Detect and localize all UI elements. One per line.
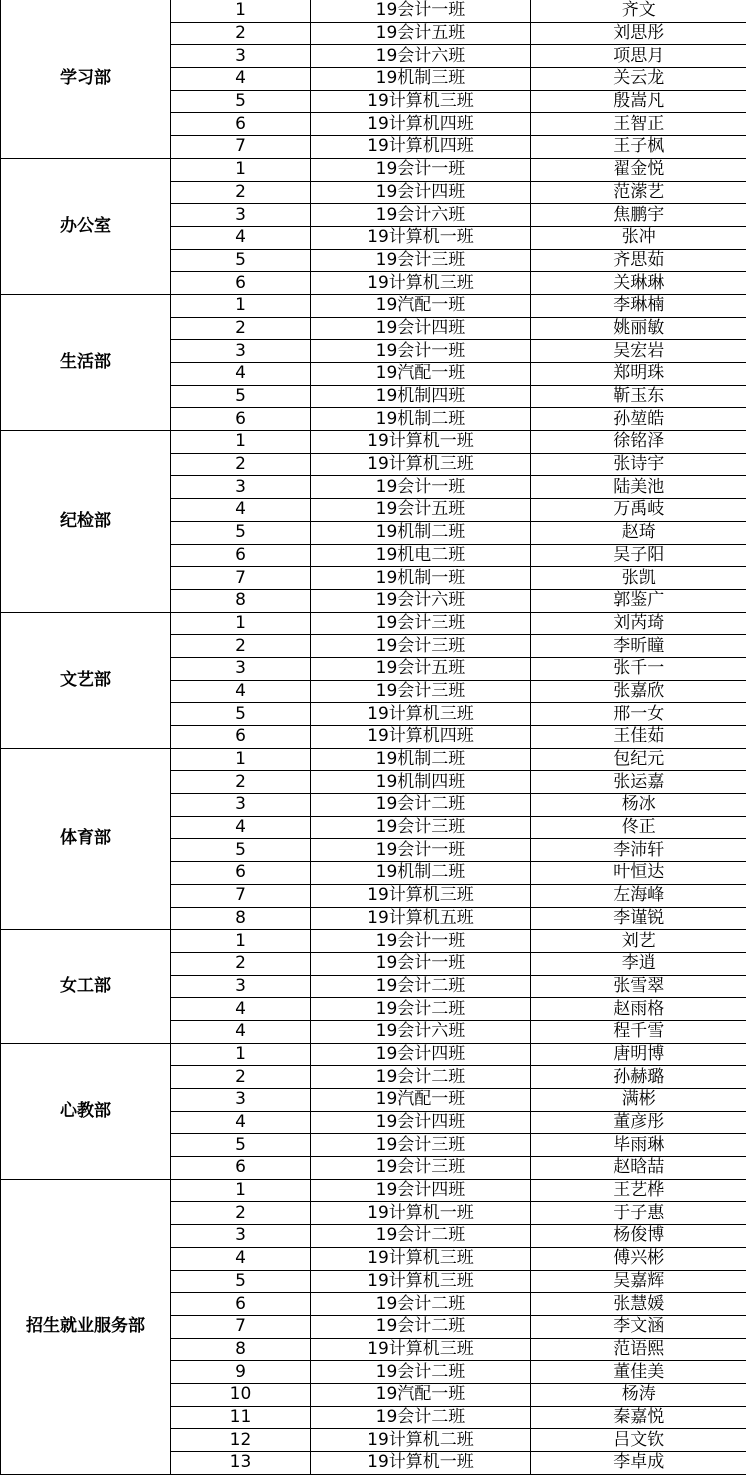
member-number: 7	[171, 1315, 311, 1338]
member-name: 靳玉东	[531, 385, 746, 408]
member-number: 12	[171, 1429, 311, 1452]
member-number: 2	[171, 771, 311, 794]
member-number: 5	[171, 839, 311, 862]
member-name: 张运嘉	[531, 771, 746, 794]
member-number: 13	[171, 1452, 311, 1475]
member-class: 19会计二班	[311, 1406, 531, 1429]
member-class: 19会计六班	[311, 1020, 531, 1043]
member-number: 1	[171, 1179, 311, 1202]
table-row	[1, 158, 746, 181]
table-row	[1, 930, 746, 953]
member-number: 3	[171, 1089, 311, 1112]
member-number: 5	[171, 385, 311, 408]
member-name: 赵晗喆	[531, 1157, 746, 1180]
member-number: 2	[171, 952, 311, 975]
member-number: 5	[171, 703, 311, 726]
member-number: 2	[171, 317, 311, 340]
member-number: 6	[171, 1293, 311, 1316]
member-name: 杨冰	[531, 794, 746, 817]
member-name: 董彦彤	[531, 1111, 746, 1134]
member-number: 5	[171, 1134, 311, 1157]
member-class: 19计算机一班	[311, 431, 531, 454]
member-name: 刘思彤	[531, 22, 746, 45]
member-class: 19会计二班	[311, 975, 531, 998]
member-name: 董佳美	[531, 1361, 746, 1384]
member-name: 徐铭泽	[531, 431, 746, 454]
table-row	[1, 1043, 746, 1066]
member-class: 19会计一班	[311, 930, 531, 953]
member-class: 19会计三班	[311, 680, 531, 703]
member-class: 19机制二班	[311, 408, 531, 431]
member-name: 满彬	[531, 1089, 746, 1112]
member-number: 8	[171, 1338, 311, 1361]
member-class: 19计算机五班	[311, 907, 531, 930]
member-class: 19机制四班	[311, 385, 531, 408]
member-name: 郑明珠	[531, 363, 746, 386]
member-name: 佟正	[531, 816, 746, 839]
member-class: 19会计四班	[311, 317, 531, 340]
member-name: 李沛轩	[531, 839, 746, 862]
member-number: 2	[171, 453, 311, 476]
member-name: 焦鹏宇	[531, 204, 746, 227]
member-name: 包纪元	[531, 748, 746, 771]
member-name: 关云龙	[531, 68, 746, 91]
member-class: 19机制二班	[311, 521, 531, 544]
member-number: 4	[171, 1111, 311, 1134]
member-name: 杨涛	[531, 1383, 746, 1406]
member-class: 19会计一班	[311, 839, 531, 862]
member-class: 19计算机一班	[311, 1452, 531, 1475]
member-number: 4	[171, 363, 311, 386]
member-class: 19会计三班	[311, 1134, 531, 1157]
member-name: 傅兴彬	[531, 1247, 746, 1270]
member-class: 19会计一班	[311, 0, 531, 22]
member-name: 郭鉴广	[531, 589, 746, 612]
member-class: 19计算机三班	[311, 1247, 531, 1270]
member-name: 李谨锐	[531, 907, 746, 930]
member-number: 1	[171, 158, 311, 181]
table-row	[1, 431, 746, 454]
member-class: 19会计三班	[311, 635, 531, 658]
member-number: 5	[171, 521, 311, 544]
member-name: 赵琦	[531, 521, 746, 544]
member-number: 3	[171, 45, 311, 68]
member-class: 19会计一班	[311, 476, 531, 499]
member-name: 张冲	[531, 226, 746, 249]
department-name: 学习部	[1, 0, 171, 158]
table-row	[1, 612, 746, 635]
member-class: 19会计六班	[311, 589, 531, 612]
member-name: 左海峰	[531, 884, 746, 907]
member-class: 19计算机四班	[311, 136, 531, 159]
member-class: 19汽配一班	[311, 1383, 531, 1406]
department-name: 招生就业服务部	[1, 1179, 171, 1474]
member-class: 19会计二班	[311, 1315, 531, 1338]
member-name: 刘芮琦	[531, 612, 746, 635]
member-number: 3	[171, 794, 311, 817]
member-name: 李琳楠	[531, 294, 746, 317]
table-row	[1, 1179, 746, 1202]
department-name: 体育部	[1, 748, 171, 930]
department-name: 心教部	[1, 1043, 171, 1179]
member-name: 齐文	[531, 0, 746, 22]
member-name: 唐明博	[531, 1043, 746, 1066]
member-class: 19会计二班	[311, 1225, 531, 1248]
member-name: 程千雪	[531, 1020, 746, 1043]
member-name: 王佳茹	[531, 726, 746, 749]
member-class: 19计算机四班	[311, 113, 531, 136]
member-class: 19会计四班	[311, 181, 531, 204]
member-number: 7	[171, 884, 311, 907]
member-name: 范语熙	[531, 1338, 746, 1361]
member-class: 19会计二班	[311, 998, 531, 1021]
member-name: 邢一女	[531, 703, 746, 726]
member-number: 1	[171, 612, 311, 635]
member-class: 19计算机三班	[311, 453, 531, 476]
member-number: 4	[171, 499, 311, 522]
member-class: 19会计四班	[311, 1043, 531, 1066]
member-class: 19会计二班	[311, 794, 531, 817]
member-name: 张慧媛	[531, 1293, 746, 1316]
member-class: 19计算机三班	[311, 1338, 531, 1361]
member-class: 19计算机三班	[311, 884, 531, 907]
member-class: 19会计三班	[311, 816, 531, 839]
member-number: 1	[171, 748, 311, 771]
member-number: 3	[171, 476, 311, 499]
member-number: 6	[171, 272, 311, 295]
member-number: 6	[171, 1157, 311, 1180]
member-name: 李卓成	[531, 1452, 746, 1475]
member-number: 1	[171, 1043, 311, 1066]
member-class: 19汽配一班	[311, 1089, 531, 1112]
member-number: 5	[171, 90, 311, 113]
member-class: 19计算机三班	[311, 1270, 531, 1293]
member-class: 19机制二班	[311, 748, 531, 771]
member-class: 19会计二班	[311, 1066, 531, 1089]
department-name: 纪检部	[1, 431, 171, 613]
member-number: 6	[171, 726, 311, 749]
member-number: 4	[171, 816, 311, 839]
member-number: 8	[171, 907, 311, 930]
member-class: 19会计一班	[311, 340, 531, 363]
member-class: 19机制四班	[311, 771, 531, 794]
member-class: 19计算机三班	[311, 272, 531, 295]
member-class: 19会计三班	[311, 612, 531, 635]
member-name: 杨俊博	[531, 1225, 746, 1248]
member-name: 张雪翠	[531, 975, 746, 998]
member-name: 于子惠	[531, 1202, 746, 1225]
member-name: 张千一	[531, 657, 746, 680]
member-class: 19汽配一班	[311, 294, 531, 317]
member-class: 19会计二班	[311, 1361, 531, 1384]
member-name: 姚丽敏	[531, 317, 746, 340]
member-number: 2	[171, 1202, 311, 1225]
member-class: 19计算机一班	[311, 1202, 531, 1225]
department-name: 女工部	[1, 930, 171, 1043]
table-row	[1, 294, 746, 317]
member-name: 刘艺	[531, 930, 746, 953]
member-name: 吴子阳	[531, 544, 746, 567]
member-class: 19计算机四班	[311, 726, 531, 749]
member-number: 7	[171, 136, 311, 159]
member-number: 1	[171, 930, 311, 953]
department-name: 文艺部	[1, 612, 171, 748]
member-number: 5	[171, 1270, 311, 1293]
member-number: 4	[171, 998, 311, 1021]
member-name: 王智正	[531, 113, 746, 136]
roster-body	[1, 0, 746, 1474]
member-number: 2	[171, 1066, 311, 1089]
member-name: 吴嘉辉	[531, 1270, 746, 1293]
member-name: 李文涵	[531, 1315, 746, 1338]
member-name: 王子枫	[531, 136, 746, 159]
member-name: 范潆艺	[531, 181, 746, 204]
member-class: 19会计六班	[311, 45, 531, 68]
member-number: 6	[171, 862, 311, 885]
member-number: 4	[171, 1247, 311, 1270]
member-class: 19会计二班	[311, 1293, 531, 1316]
member-name: 李昕瞳	[531, 635, 746, 658]
member-class: 19计算机三班	[311, 90, 531, 113]
member-class: 19计算机二班	[311, 1429, 531, 1452]
member-name: 孙堃皓	[531, 408, 746, 431]
member-number: 7	[171, 567, 311, 590]
member-name: 万禹岐	[531, 499, 746, 522]
member-number: 8	[171, 589, 311, 612]
member-name: 关琳琳	[531, 272, 746, 295]
member-class: 19会计五班	[311, 22, 531, 45]
member-number: 3	[171, 657, 311, 680]
member-name: 毕雨琳	[531, 1134, 746, 1157]
member-number: 6	[171, 408, 311, 431]
member-class: 19会计五班	[311, 499, 531, 522]
member-number: 1	[171, 0, 311, 22]
member-number: 5	[171, 249, 311, 272]
member-number: 1	[171, 431, 311, 454]
member-number: 6	[171, 113, 311, 136]
member-number: 3	[171, 340, 311, 363]
department-name: 生活部	[1, 294, 171, 430]
member-name: 吴宏岩	[531, 340, 746, 363]
member-class: 19会计五班	[311, 657, 531, 680]
member-name: 张嘉欣	[531, 680, 746, 703]
member-number: 3	[171, 975, 311, 998]
member-class: 19机制三班	[311, 68, 531, 91]
member-name: 张凯	[531, 567, 746, 590]
member-name: 秦嘉悦	[531, 1406, 746, 1429]
member-class: 19机制一班	[311, 567, 531, 590]
member-number: 3	[171, 1225, 311, 1248]
member-class: 19机电二班	[311, 544, 531, 567]
member-number: 6	[171, 544, 311, 567]
table-row	[1, 0, 746, 22]
member-number: 3	[171, 204, 311, 227]
member-class: 19会计一班	[311, 158, 531, 181]
member-name: 项思月	[531, 45, 746, 68]
member-class: 19会计三班	[311, 1157, 531, 1180]
member-name: 张诗宇	[531, 453, 746, 476]
member-class: 19机制二班	[311, 862, 531, 885]
member-name: 齐思茹	[531, 249, 746, 272]
member-number: 2	[171, 22, 311, 45]
member-number: 4	[171, 68, 311, 91]
member-name: 赵雨格	[531, 998, 746, 1021]
member-number: 2	[171, 181, 311, 204]
member-name: 翟金悦	[531, 158, 746, 181]
table-row	[1, 748, 746, 771]
member-name: 孙赫璐	[531, 1066, 746, 1089]
member-number: 11	[171, 1406, 311, 1429]
member-name: 吕文钦	[531, 1429, 746, 1452]
member-class: 19会计四班	[311, 1111, 531, 1134]
member-class: 19会计三班	[311, 249, 531, 272]
member-number: 1	[171, 294, 311, 317]
member-number: 10	[171, 1383, 311, 1406]
member-class: 19计算机一班	[311, 226, 531, 249]
member-name: 陆美池	[531, 476, 746, 499]
member-number: 4	[171, 226, 311, 249]
member-number: 4	[171, 1020, 311, 1043]
member-number: 4	[171, 680, 311, 703]
member-class: 19汽配一班	[311, 363, 531, 386]
member-number: 9	[171, 1361, 311, 1384]
department-name: 办公室	[1, 158, 171, 294]
member-class: 19会计一班	[311, 952, 531, 975]
member-name: 王艺桦	[531, 1179, 746, 1202]
member-name: 叶恒达	[531, 862, 746, 885]
member-number: 2	[171, 635, 311, 658]
member-class: 19会计六班	[311, 204, 531, 227]
member-class: 19计算机三班	[311, 703, 531, 726]
member-name: 李逍	[531, 952, 746, 975]
member-class: 19会计四班	[311, 1179, 531, 1202]
member-name: 殷嵩凡	[531, 90, 746, 113]
